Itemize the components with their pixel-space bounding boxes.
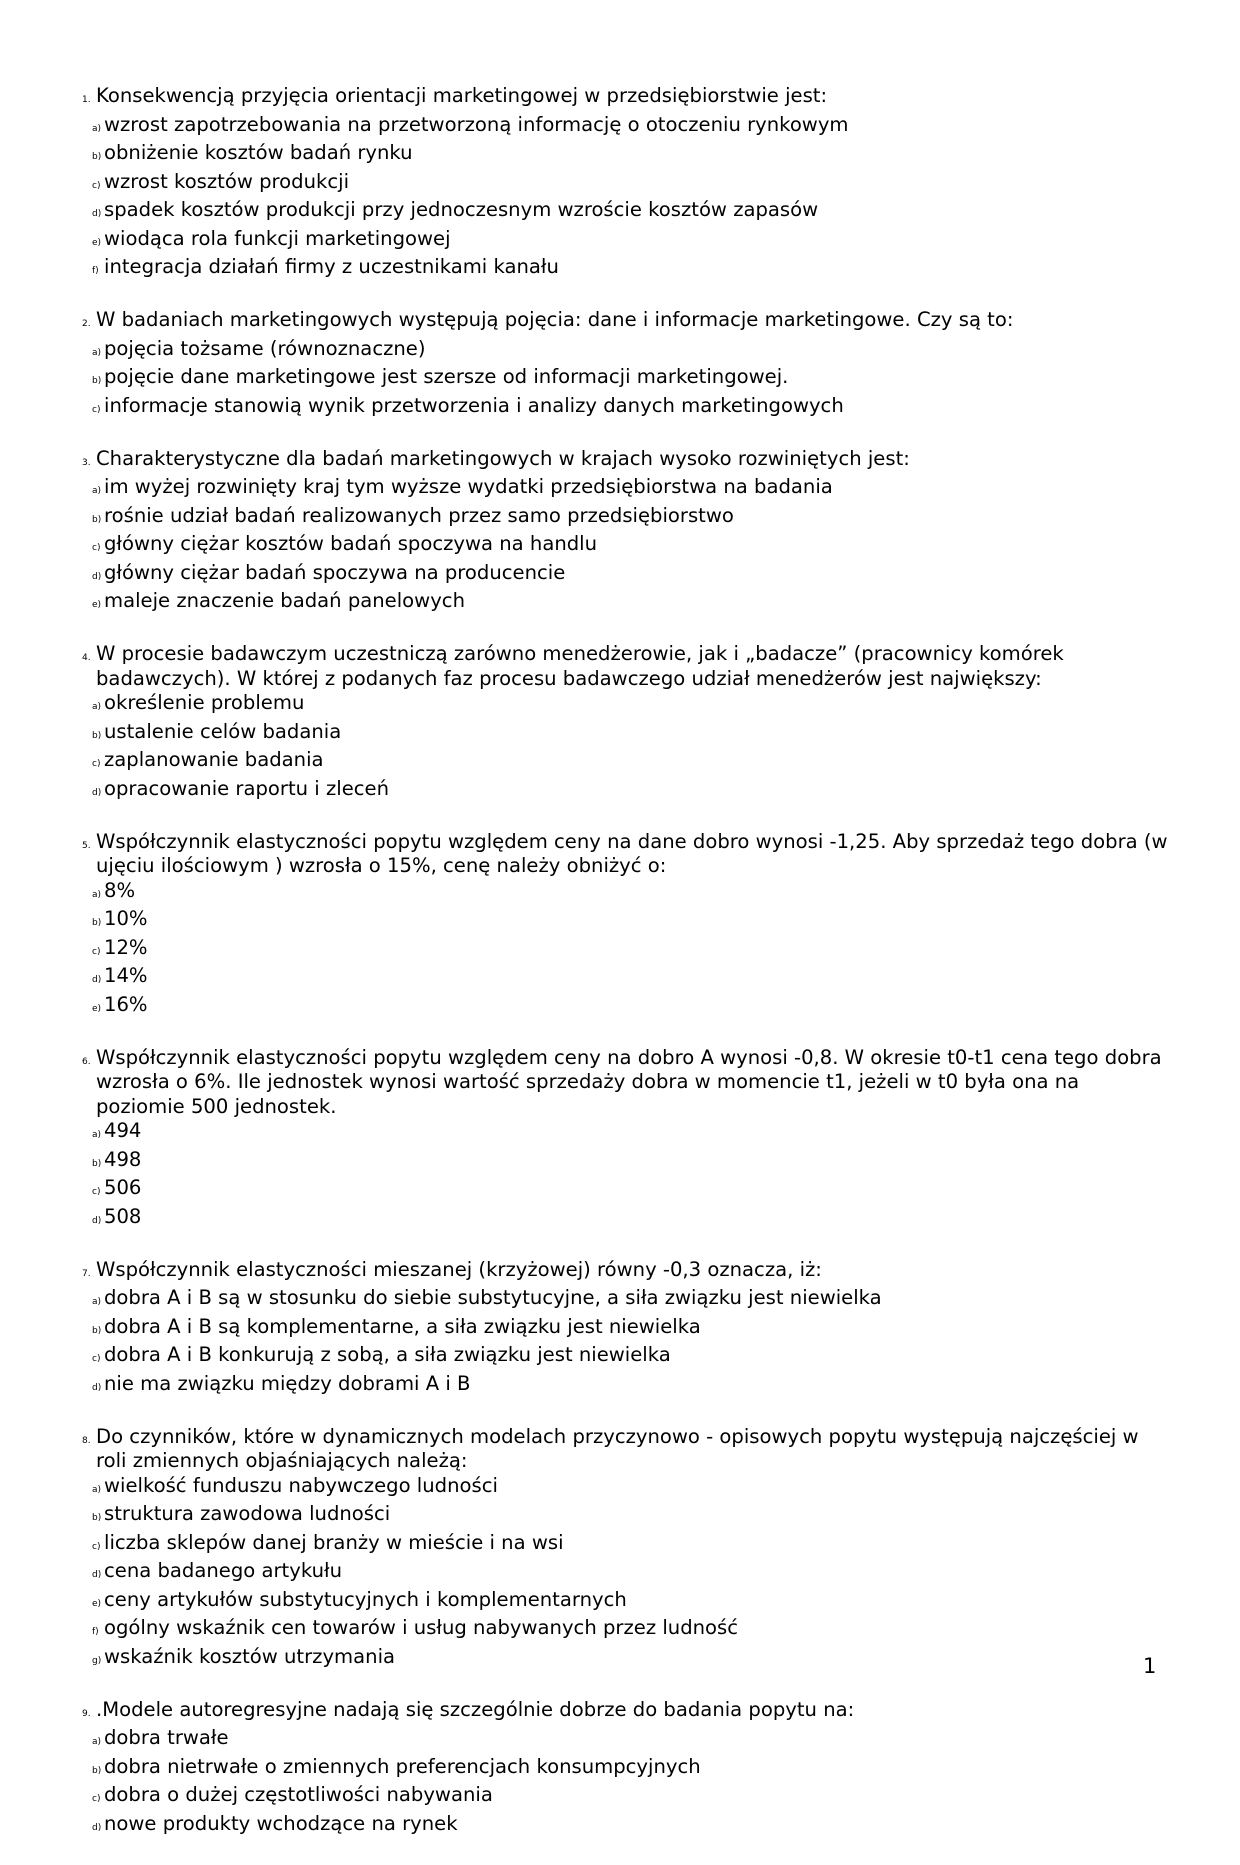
option-text: 12%: [104, 935, 148, 959]
option-text: dobra trwałe: [104, 1726, 229, 1749]
option-letter: f): [92, 1627, 99, 1637]
option-text: 506: [104, 1176, 142, 1199]
answer-option: [82, 337, 1172, 366]
option-text: określenie problemu: [104, 691, 305, 714]
answer-option: [82, 777, 1172, 806]
option-text: nie ma związku między dobrami A i B: [104, 1371, 471, 1395]
answer-option: [82, 561, 1172, 590]
option-text: wiodąca rola funkcji marketingowej: [104, 226, 451, 250]
answer-option: [82, 748, 1172, 777]
page-number: 1: [1143, 1654, 1157, 1678]
option-text: ceny artykułów substytucyjnych i komplementarnych: [104, 1587, 627, 1611]
answer-option: [82, 1315, 1172, 1344]
option-letter: b): [92, 918, 102, 928]
option-text: 508: [104, 1204, 142, 1228]
answer-option: [82, 227, 1172, 256]
option-text: wzrost zapotrzebowania na przetworzoną informację o otoczeniu rynkowym: [104, 112, 849, 136]
question-stem: [82, 1698, 1172, 1727]
answer-option: [82, 1286, 1172, 1315]
option-text: dobra nietrwałe o zmiennych preferencjach konsumpcyjnych: [104, 1754, 701, 1778]
option-text: nowe produkty wchodzące na rynek: [104, 1811, 458, 1835]
question-number: 1.: [82, 95, 91, 105]
option-text: dobra A i B konkurują z sobą, a siła związku jest niewielka: [104, 1343, 671, 1366]
option-text: obniżenie kosztów badań rynku: [104, 141, 413, 164]
answer-option: [82, 1474, 1172, 1503]
answer-option: [82, 1726, 1172, 1755]
question-stem: [82, 1258, 1172, 1287]
option-text: pojęcie dane marketingowe jest szersze od informacji marketingowej.: [104, 365, 789, 388]
option-letter: c): [92, 946, 101, 957]
option-letter: f): [92, 266, 99, 276]
answer-option: [82, 504, 1172, 533]
option-letter: c): [92, 1541, 101, 1552]
option-letter: c): [92, 543, 101, 553]
option-text: główny ciężar badań spoczywa na producencie: [104, 560, 566, 584]
option-text: cena badanego artykułu: [104, 1559, 342, 1582]
question-stem: [82, 1046, 1172, 1120]
answer-option: [82, 141, 1172, 170]
question-3: [82, 447, 1172, 618]
question-stem: [82, 642, 1172, 691]
option-letter: b): [92, 1765, 102, 1776]
answer-option: [82, 720, 1172, 749]
option-text: maleje znaczenie badań panelowych: [104, 589, 465, 612]
question-9: [82, 1698, 1172, 1841]
answer-option: [82, 1205, 1172, 1234]
option-letter: a): [92, 1737, 102, 1747]
question-number: 2.: [82, 319, 91, 329]
answer-option: [82, 1372, 1172, 1401]
option-text: 16%: [104, 992, 148, 1016]
option-text: ogólny wskaźnik cen towarów i usług nabywanych przez ludność: [104, 1616, 739, 1639]
question-text: .Modele autoregresyjne nadają się szczególnie dobrze do badania popytu na:: [96, 1697, 855, 1721]
option-letter: b): [92, 1325, 102, 1336]
option-letter: d): [92, 1215, 102, 1226]
option-text: dobra A i B są komplementarne, a siła związku jest niewielka: [104, 1314, 701, 1338]
question-number: 3.: [82, 457, 91, 468]
option-text: rośnie udział badań realizowanych przez samo przedsiębiorstwo: [104, 503, 734, 527]
option-text: struktura zawodowa ludności: [104, 1502, 391, 1525]
question-text: Charakterystyczne dla badań marketingowych w krajach wysoko rozwiniętych jest:: [96, 446, 910, 470]
answer-option: [82, 589, 1172, 618]
answer-option: [82, 1645, 1172, 1674]
question-4: [82, 642, 1172, 805]
question-text: W procesie badawczym uczestniczą zarówno menedżerowie, jak i „badacze” (pracownicy komórek badawczych). W której z podanych faz procesu badawczego udział menedżerów jest największy:: [96, 642, 1064, 690]
question-6: [82, 1046, 1172, 1234]
option-text: 498: [104, 1147, 142, 1171]
option-text: wzrost kosztów produkcji: [104, 169, 350, 193]
question-stem: [82, 84, 1172, 113]
option-letter: a): [92, 1484, 102, 1495]
answer-option: [82, 1783, 1172, 1812]
option-letter: d): [92, 787, 102, 798]
question-text: Współczynnik elastyczności mieszanej (krzyżowej) równy -0,3 oznacza, iż:: [96, 1257, 822, 1281]
question-stem: [82, 1425, 1172, 1474]
answer-option: [82, 113, 1172, 142]
answer-option: [82, 993, 1172, 1022]
question-text: Współczynnik elastyczności popytu względem ceny na dobro A wynosi -0,8. W okresie t0-t1 cena tego dobra wzrosła o 6%. Ile jednostek wynosi wartość sprzedaży dobra w momencie t1, jeżeli w t0 była ona na poziomie 500 jednostek.: [96, 1045, 1162, 1118]
answer-option: [82, 532, 1172, 561]
answer-option: [82, 1148, 1172, 1177]
option-text: 14%: [104, 964, 148, 987]
answer-option: [82, 1119, 1172, 1148]
option-text: 8%: [104, 878, 136, 902]
question-5: [82, 830, 1172, 1022]
option-letter: c): [92, 1794, 101, 1804]
option-text: zaplanowanie badania: [104, 748, 324, 771]
option-letter: b): [92, 152, 102, 162]
question-number: 4.: [82, 653, 91, 663]
option-letter: e): [92, 237, 102, 248]
option-letter: c): [92, 1187, 101, 1197]
option-letter: e): [92, 600, 102, 610]
option-text: dobra o dużej częstotliwości nabywania: [104, 1783, 493, 1806]
option-letter: d): [92, 1822, 102, 1833]
question-text: W badaniach marketingowych występują pojęcia: dane i informacje marketingowe. Czy są to:: [96, 308, 1014, 331]
option-text: pojęcia tożsame (równoznaczne): [104, 336, 426, 360]
answer-option: [82, 1531, 1172, 1560]
option-letter: b): [92, 730, 102, 741]
option-text: wskaźnik kosztów utrzymania: [104, 1644, 396, 1668]
question-stem: [82, 830, 1172, 879]
option-letter: d): [92, 571, 102, 582]
option-text: 10%: [104, 907, 148, 930]
option-letter: d): [92, 1570, 102, 1580]
option-letter: d): [92, 209, 102, 219]
question-number: 8.: [82, 1435, 91, 1446]
answer-option: [82, 1559, 1172, 1588]
answer-option: [82, 691, 1172, 720]
option-letter: a): [92, 702, 102, 712]
answer-option: [82, 936, 1172, 965]
option-letter: c): [92, 404, 101, 415]
option-letter: b): [92, 1513, 102, 1523]
question-text: Konsekwencją przyjęcia orientacji marketingowej w przedsiębiorstwie jest:: [96, 84, 828, 107]
answer-option: [82, 255, 1172, 284]
question-number: 5.: [82, 840, 91, 851]
option-letter: b): [92, 376, 102, 386]
question-list: [82, 84, 1172, 1865]
question-2: [82, 308, 1172, 422]
option-text: 494: [104, 1119, 142, 1142]
option-letter: c): [92, 180, 101, 191]
option-text: informacje stanowią wynik przetworzenia i analizy danych marketingowych: [104, 393, 844, 417]
answer-option: [82, 879, 1172, 908]
option-text: spadek kosztów produkcji przy jednoczesnym wzroście kosztów zapasów: [104, 198, 819, 221]
question-stem: [82, 447, 1172, 476]
answer-option: [82, 365, 1172, 394]
option-letter: a): [92, 486, 102, 496]
answer-option: [82, 1502, 1172, 1531]
option-letter: c): [92, 1354, 101, 1364]
question-number: 9.: [82, 1708, 91, 1719]
option-letter: e): [92, 1598, 102, 1609]
question-1: [82, 84, 1172, 284]
answer-option: [82, 394, 1172, 423]
answer-option: [82, 1812, 1172, 1841]
question-text: Do czynników, które w dynamicznych modelach przyczynowo - opisowych popytu występują najczęściej w roli zmiennych objaśniających należą:: [96, 1424, 1139, 1472]
answer-option: [82, 1616, 1172, 1645]
option-text: integracja działań firmy z uczestnikami kanału: [104, 255, 559, 278]
option-text: dobra A i B są w stosunku do siebie substytucyjne, a siła związku jest niewielka: [104, 1286, 882, 1309]
option-letter: a): [92, 347, 102, 358]
option-text: ustalenie celów badania: [104, 719, 342, 743]
option-text: opracowanie raportu i zleceń: [104, 776, 389, 800]
question-number: 6.: [82, 1056, 91, 1067]
answer-option: [82, 198, 1172, 227]
option-text: im wyżej rozwinięty kraj tym wyższe wydatki przedsiębiorstwa na badania: [104, 475, 833, 498]
option-letter: a): [92, 1130, 102, 1140]
option-letter: c): [92, 759, 101, 769]
question-number: 7.: [82, 1268, 91, 1279]
answer-option: [82, 170, 1172, 199]
answer-option: [82, 1176, 1172, 1205]
option-letter: b): [92, 1158, 102, 1169]
answer-option: [82, 1343, 1172, 1372]
option-text: liczba sklepów danej branży w mieście i na wsi: [104, 1530, 564, 1554]
answer-option: [82, 964, 1172, 993]
option-letter: a): [92, 1297, 102, 1307]
option-letter: b): [92, 514, 102, 525]
answer-option: [82, 907, 1172, 936]
answer-option: [82, 1588, 1172, 1617]
option-letter: e): [92, 1003, 102, 1014]
option-letter: a): [92, 123, 102, 134]
option-text: główny ciężar kosztów badań spoczywa na handlu: [104, 532, 598, 555]
option-letter: g): [92, 1655, 102, 1666]
question-8: [82, 1425, 1172, 1674]
option-letter: d): [92, 1382, 102, 1393]
question-7: [82, 1258, 1172, 1401]
question-stem: [82, 308, 1172, 337]
option-letter: a): [92, 889, 102, 900]
question-text: Współczynnik elastyczności popytu względem ceny na dane dobro wynosi -1,25. Aby sprzedaż tego dobra (w ujęciu ilościowym ) wzrosła o 15%, cenę należy obniżyć o:: [96, 829, 1168, 877]
option-letter: d): [92, 975, 102, 985]
answer-option: [82, 1755, 1172, 1784]
option-text: wielkość funduszu nabywczego ludności: [104, 1473, 498, 1497]
answer-option: [82, 475, 1172, 504]
